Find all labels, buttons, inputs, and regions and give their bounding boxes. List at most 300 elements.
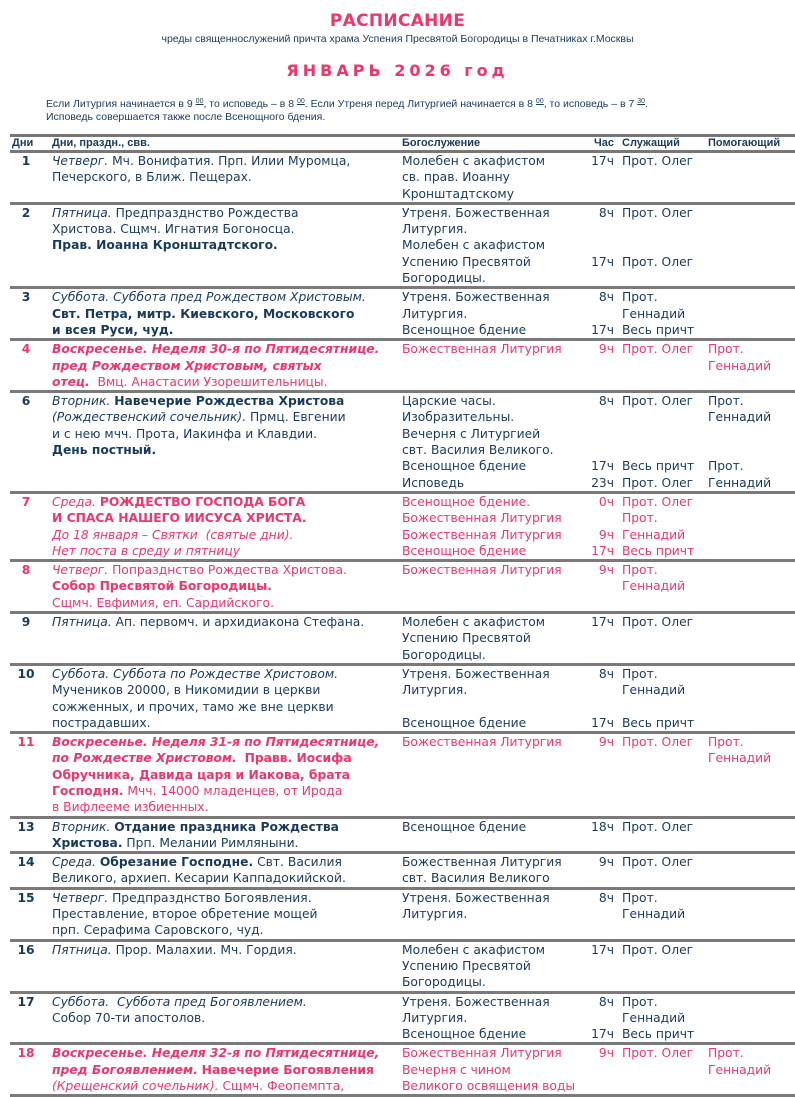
feast-text-bold: Обручника, Давида царя и Иакова, брата — [52, 767, 350, 782]
celebrant-name-blank — [622, 221, 708, 237]
assistant-cell — [708, 664, 795, 732]
feast-text-italic: Пятница. — [52, 942, 112, 957]
feast-cell — [48, 561, 398, 613]
feast-line — [52, 799, 398, 815]
feast-text-bold-italic: Воскресенье. Неделя 32-я по Пятидесятнице, — [52, 1046, 380, 1061]
service-line: Всенощное бдение — [402, 322, 527, 337]
celebrant-name: Геннадий — [622, 907, 686, 922]
note-text: Если Литургия начинается в 9 — [46, 98, 196, 110]
celebrant-name: Прот. Олег — [622, 819, 694, 834]
service-line: Божественная Литургия — [402, 735, 562, 750]
feast-line — [52, 221, 398, 237]
feast-text: Сщмч. Евфимия, еп. Сардийского. — [52, 595, 274, 610]
feast-text: Попразднство Рождества Христова. — [108, 563, 347, 578]
feast-text-italic: Четверг. — [52, 154, 109, 168]
service-cell — [398, 817, 582, 853]
feast-text-bold-italic: по Рождестве Христовом. — [52, 751, 237, 766]
note-text: , то исповедь – в 8 — [203, 98, 297, 110]
hour-cell — [582, 203, 618, 287]
celebrant-name-blank — [622, 699, 708, 715]
hour-value: 8ч — [598, 290, 614, 305]
feast-cell — [48, 733, 398, 817]
feast-cell — [48, 992, 398, 1044]
day-number: 15 — [10, 888, 48, 940]
feast-cell — [48, 817, 398, 853]
feast-text-bold: и всея Руси, чуд. — [52, 322, 174, 337]
service-line-blank — [402, 699, 582, 715]
feast-line — [52, 1045, 398, 1061]
service-cell — [398, 992, 582, 1044]
service-cell — [398, 613, 582, 665]
feast-line — [52, 341, 398, 357]
day-row — [10, 853, 795, 889]
hour-value: 17ч — [591, 254, 614, 269]
celebrant-name: Прот. Олег — [622, 1046, 694, 1061]
feast-line — [52, 890, 398, 906]
feast-text-italic: Нет поста в среду и пятницу — [52, 543, 240, 558]
feast-line — [52, 750, 398, 766]
service-cell — [398, 733, 582, 817]
hour-value-blank — [586, 306, 614, 322]
feast-cell — [48, 392, 398, 493]
hour-value: 17ч — [591, 322, 614, 337]
hour-cell — [582, 940, 618, 992]
feast-cell — [48, 940, 398, 992]
service-line: Всенощное бдение — [402, 715, 527, 730]
day-row — [10, 888, 795, 940]
feast-text-italic: Вторник. — [52, 394, 111, 409]
celebrant-cell — [618, 940, 708, 992]
feast-line — [52, 835, 398, 851]
hour-cell — [582, 561, 618, 613]
celebrant-name: Прот. — [622, 994, 658, 1009]
service-line: Всенощное бдение. — [402, 494, 531, 509]
hour-value: 9ч — [598, 735, 614, 750]
celebrant-name: Прот. — [622, 511, 658, 526]
celebrant-name: Весь причт — [622, 1027, 695, 1042]
service-line: Божественная Литургия — [402, 342, 562, 357]
day-row — [10, 203, 795, 287]
hour-value-blank — [586, 442, 614, 458]
celebrant-name: Геннадий — [622, 683, 686, 698]
feast-text-italic: Пятница. — [52, 205, 112, 220]
day-row — [10, 340, 795, 392]
feast-line — [52, 942, 398, 958]
service-cell — [398, 340, 582, 392]
feast-text: Прмц. Евгении — [246, 410, 346, 425]
note-text: . Если Утреня перед Литургией начинается в 8 — [304, 98, 536, 110]
feast-text-italic: До 18 января – Святки (святые дни). — [52, 527, 294, 542]
feast-cell — [48, 613, 398, 665]
feast-text: Сщмч. Феопемпта, — [218, 1079, 345, 1094]
hour-value: 23ч — [591, 475, 614, 490]
day-number: 8 — [10, 561, 48, 613]
note-minutes: 30 — [637, 98, 645, 105]
feast-text-bold: РОЖДЕСТВО ГОСПОДА БОГА — [99, 494, 306, 509]
page-subtitle: чреды священнослужений причта храма Успения Пресвятой Богородицы в Печатниках г.Москвы — [161, 33, 634, 45]
col-header-celebrant: Служащий — [618, 136, 708, 152]
schedule-body — [10, 152, 795, 1096]
service-cell — [398, 288, 582, 340]
feast-text: в Вифлееме избиенных. — [52, 800, 209, 815]
day-row — [10, 1044, 795, 1096]
hour-cell — [582, 152, 618, 204]
feast-text-italic: Четверг. — [52, 563, 109, 578]
celebrant-cell — [618, 888, 708, 940]
service-line: свт. Василия Великого — [402, 871, 550, 886]
service-line: Исповедь — [402, 475, 465, 490]
feast-line — [52, 819, 398, 835]
hour-value-blank — [586, 221, 614, 237]
celebrant-cell — [618, 203, 708, 287]
day-row — [10, 940, 795, 992]
hour-cell — [582, 1044, 618, 1096]
feast-line — [52, 1062, 398, 1078]
feast-text-bold-italic: пред Богоявлением. — [52, 1062, 198, 1077]
hour-cell — [582, 817, 618, 853]
feast-line — [52, 442, 398, 458]
feast-text-italic: Суббота. Суббота по Рождестве Христовом. — [52, 666, 339, 681]
feast-line — [52, 666, 398, 682]
day-row — [10, 152, 795, 204]
feast-cell — [48, 888, 398, 940]
service-line: Всенощное бдение — [402, 459, 527, 474]
note-minutes: 00 — [195, 98, 204, 105]
celebrant-name-blank — [622, 409, 708, 425]
celebrant-cell — [618, 1044, 708, 1096]
hour-value-blank — [586, 699, 614, 715]
feast-text-bold-italic: отец. — [52, 374, 90, 389]
service-cell — [398, 853, 582, 889]
day-row — [10, 733, 795, 817]
hour-cell — [582, 664, 618, 732]
feast-text: Предпразднство Богоявления. — [108, 890, 312, 905]
celebrant-name: Прот. Олег — [622, 154, 694, 168]
feast-text: Ап. первомч. и архидиакона Стефана. — [111, 615, 365, 630]
table-header-row — [10, 136, 795, 152]
confession-note — [46, 95, 786, 124]
celebrant-cell — [618, 664, 708, 732]
feast-text-italic: Суббота. Суббота пред Богоявлением. — [52, 994, 307, 1009]
service-line: Литургия. — [402, 306, 468, 321]
service-line: Молебен с акафистом — [402, 615, 546, 630]
service-line: Всенощное бдение — [402, 1027, 527, 1042]
assistant-cell — [708, 340, 795, 392]
feast-text-italic: Четверг. — [52, 890, 109, 905]
note-minutes: 00 — [535, 98, 544, 105]
assistant-cell — [708, 733, 795, 817]
feast-text-bold: Собор Пресвятой Богородицы. — [52, 579, 272, 594]
celebrant-cell — [618, 340, 708, 392]
service-cell — [398, 492, 582, 560]
feast-text: Предпразднство Рождества — [111, 205, 299, 220]
note-text: , то исповедь – в 7 — [543, 98, 638, 110]
service-line: Божественная Литургия — [402, 563, 562, 578]
hour-cell — [582, 613, 618, 665]
hour-cell — [582, 492, 618, 560]
service-line: свт. Василия Великого. — [402, 443, 554, 458]
feast-text-italic: Пятница. — [52, 615, 112, 630]
celebrant-cell — [618, 392, 708, 493]
service-line: Кронштадтскому — [402, 186, 514, 201]
feast-text-bold: Господня. — [52, 783, 124, 798]
celebrant-cell — [618, 288, 708, 340]
feast-text-bold: И СПАСА НАШЕГО ИИСУСА ХРИСТА. — [52, 511, 307, 526]
celebrant-name: Прот. — [622, 890, 658, 905]
service-cell — [398, 664, 582, 732]
feast-text — [237, 751, 245, 765]
feast-cell — [48, 288, 398, 340]
assistant-name: Прот. — [708, 459, 744, 474]
day-row — [10, 561, 795, 613]
feast-text-bold: Отдание праздника Рождества — [114, 819, 339, 834]
assistant-name: Прот. — [708, 735, 744, 750]
celebrant-name: Весь причт — [622, 715, 695, 730]
assistant-name: Прот. — [708, 394, 744, 409]
note-line-1 — [46, 95, 786, 111]
feast-text: Мчч. 14000 младенцев, от Ирода — [123, 783, 343, 798]
hour-value: 18ч — [591, 819, 614, 834]
feast-text-bold-italic: Воскресенье. Неделя 30-я по Пятидесятнице. — [52, 342, 380, 357]
celebrant-cell — [618, 561, 708, 613]
assistant-cell — [708, 940, 795, 992]
service-line: Утреня. Божественная — [402, 666, 550, 681]
day-number: 14 — [10, 853, 48, 889]
feast-text-bold: Правв. Иосифа — [244, 751, 352, 766]
feast-line — [52, 237, 398, 253]
feast-text: Печерского, в Ближ. Пещерах. — [52, 170, 252, 185]
hour-value: 17ч — [591, 615, 614, 630]
assistant-name: Геннадий — [708, 358, 772, 373]
feast-line — [52, 393, 398, 409]
hour-cell — [582, 992, 618, 1044]
page-title: РАСПИСАНИЕ — [329, 11, 466, 31]
feast-line — [52, 1078, 398, 1094]
hour-value: 9ч — [598, 527, 614, 542]
col-header-feast: Дни, праздн., свв. — [48, 136, 398, 152]
service-line: Богородицы. — [402, 647, 486, 662]
celebrant-name: Прот. Олег — [622, 254, 694, 269]
assistant-cell — [708, 203, 795, 287]
service-line: Успению Пресвятой — [402, 254, 531, 269]
assistant-cell — [708, 853, 795, 889]
assistant-name: Прот. — [708, 1046, 744, 1061]
service-line: Молебен с акафистом — [402, 942, 546, 957]
service-cell — [398, 392, 582, 493]
service-line: Богородицы. — [402, 975, 486, 990]
celebrant-cell — [618, 992, 708, 1044]
feast-text-italic: (Рождественский сочельник). — [52, 410, 247, 425]
celebrant-name: Геннадий — [622, 1010, 686, 1025]
col-header-day: Дни — [10, 136, 48, 152]
service-line: Великого освящения воды — [402, 1079, 576, 1094]
service-cell — [398, 888, 582, 940]
day-number: 6 — [10, 392, 48, 493]
hour-cell — [582, 888, 618, 940]
day-row — [10, 664, 795, 732]
feast-line — [52, 153, 398, 169]
day-number: 11 — [10, 733, 48, 817]
celebrant-name: Прот. Олег — [622, 205, 694, 220]
feast-text-bold: Христова. — [52, 835, 123, 850]
feast-cell — [48, 1044, 398, 1096]
feast-text-bold: Навечерие Рождества Христова — [114, 394, 345, 409]
hour-value-blank — [586, 682, 614, 698]
celebrant-name: Прот. Олег — [622, 615, 694, 630]
service-line: Царские часы. — [402, 394, 496, 409]
assistant-name: Прот. — [708, 342, 744, 357]
col-header-hour: Час — [582, 136, 618, 152]
assistant-cell — [708, 613, 795, 665]
month-heading: ЯНВАРЬ 2026 год — [286, 61, 509, 80]
feast-line — [52, 699, 398, 715]
hour-value-blank — [586, 237, 614, 253]
service-line: Изобразительны. — [402, 410, 515, 425]
feast-text-bold-italic: пред Рождеством Христовым, святых — [52, 358, 322, 373]
celebrant-name: Прот. Олег — [622, 475, 694, 490]
service-line: Литургия. — [402, 1010, 468, 1025]
hour-value: 9ч — [598, 563, 614, 578]
hour-cell — [582, 340, 618, 392]
feast-line — [52, 426, 398, 442]
hour-cell — [582, 288, 618, 340]
celebrant-name: Прот. — [622, 290, 658, 305]
feast-text-italic: Среда. — [52, 855, 96, 870]
assistant-cell — [708, 561, 795, 613]
feast-text-italic: Суббота. Суббота пред Рождеством Христовым. — [52, 290, 366, 305]
schedule-table — [10, 134, 795, 1097]
service-line: Утреня. Божественная — [402, 890, 550, 905]
feast-text: Преставление, второе обретение мощей — [52, 907, 318, 922]
celebrant-name: Весь причт — [622, 543, 695, 558]
service-line: Успению Пресвятой — [402, 958, 531, 973]
hour-value: 8ч — [598, 994, 614, 1009]
service-line: Всенощное бдение — [402, 819, 527, 834]
feast-cell — [48, 492, 398, 560]
feast-line — [52, 205, 398, 221]
feast-text-bold: Обрезание Господне. — [99, 855, 254, 870]
feast-line — [52, 562, 398, 578]
feast-text-bold-italic: Воскресенье. Неделя 31-я по Пятидесятнице, — [52, 735, 380, 750]
assistant-cell — [708, 152, 795, 204]
feast-text: и с нею мчч. Прота, Иакинфа и Клавдии. — [52, 426, 317, 441]
service-line: Литургия. — [402, 907, 468, 922]
hour-cell — [582, 853, 618, 889]
day-row — [10, 392, 795, 493]
celebrant-cell — [618, 817, 708, 853]
assistant-cell — [708, 888, 795, 940]
feast-text-italic: (Крещенский сочельник). — [52, 1079, 219, 1094]
feast-line — [52, 783, 398, 799]
day-number: 3 — [10, 288, 48, 340]
feast-cell — [48, 203, 398, 287]
feast-text: Собор 70-ти апостолов. — [52, 1010, 206, 1025]
feast-line — [52, 409, 398, 425]
service-cell — [398, 203, 582, 287]
day-row — [10, 992, 795, 1044]
celebrant-name: Прот. Олег — [622, 342, 694, 357]
feast-line — [52, 1010, 398, 1026]
feast-line — [52, 994, 398, 1010]
assistant-cell — [708, 992, 795, 1044]
day-number: 9 — [10, 613, 48, 665]
feast-text: прп. Серафима Саровского, чуд. — [52, 923, 264, 938]
note-text: . — [645, 98, 648, 110]
celebrant-name: Геннадий — [622, 306, 686, 321]
service-line: Божественная Литургия — [402, 855, 562, 870]
feast-line — [52, 906, 398, 922]
feast-line — [52, 494, 398, 510]
hour-value: 17ч — [591, 942, 614, 957]
hour-value: 17ч — [591, 715, 614, 730]
assistant-name-blank — [708, 442, 795, 458]
feast-line — [52, 510, 398, 526]
service-cell — [398, 940, 582, 992]
hour-value: 9ч — [598, 855, 614, 870]
feast-line — [52, 169, 398, 185]
assistant-cell — [708, 817, 795, 853]
feast-line — [52, 578, 398, 594]
celebrant-name: Прот. Олег — [622, 942, 694, 957]
feast-text: Великого, архиеп. Кесарии Каппадокийской. — [52, 871, 346, 886]
day-row — [10, 613, 795, 665]
feast-line — [52, 543, 398, 559]
hour-value: 17ч — [591, 1027, 614, 1042]
assistant-name: Геннадий — [708, 1062, 772, 1077]
hour-value-blank — [586, 1010, 614, 1026]
feast-line — [52, 922, 398, 938]
feast-text-italic: Среда. — [52, 494, 96, 509]
feast-cell — [48, 152, 398, 204]
celebrant-cell — [618, 613, 708, 665]
celebrant-name-blank — [622, 426, 708, 442]
feast-line — [52, 595, 398, 611]
feast-line — [52, 767, 398, 783]
feast-text: Свт. Василия — [253, 855, 342, 870]
feast-line — [52, 854, 398, 870]
service-line: св. прав. Иоанну — [402, 170, 510, 185]
hour-value: 9ч — [598, 342, 614, 357]
service-line: Утреня. Божественная — [402, 205, 550, 220]
day-number: 18 — [10, 1044, 48, 1096]
feast-line — [52, 715, 398, 731]
assistant-cell — [708, 492, 795, 560]
feast-line — [52, 322, 398, 338]
celebrant-cell — [618, 733, 708, 817]
service-cell — [398, 561, 582, 613]
feast-text: Вмц. Анастасии Узорешительницы. — [89, 374, 328, 389]
assistant-name: Геннадий — [708, 475, 772, 490]
celebrant-name: Весь причт — [622, 322, 695, 337]
service-line: Литургия. — [402, 222, 468, 237]
service-line: Молебен с акафистом — [402, 238, 546, 253]
service-cell — [398, 1044, 582, 1096]
celebrant-cell — [618, 152, 708, 204]
hour-value: 17ч — [591, 543, 614, 558]
hour-value: 0ч — [598, 494, 614, 509]
feast-text-bold: День постный. — [52, 443, 157, 458]
assistant-cell — [708, 392, 795, 493]
col-header-assistant: Помогающий — [708, 136, 795, 152]
celebrant-cell — [618, 853, 708, 889]
service-line: Божественная Литургия — [402, 511, 562, 526]
hour-value: 9ч — [598, 1046, 614, 1061]
celebrant-name: Прот. Олег — [622, 494, 694, 509]
feast-line — [52, 614, 398, 630]
feast-line — [52, 527, 398, 543]
day-number: 1 — [10, 152, 48, 204]
celebrant-name: Геннадий — [622, 527, 686, 542]
